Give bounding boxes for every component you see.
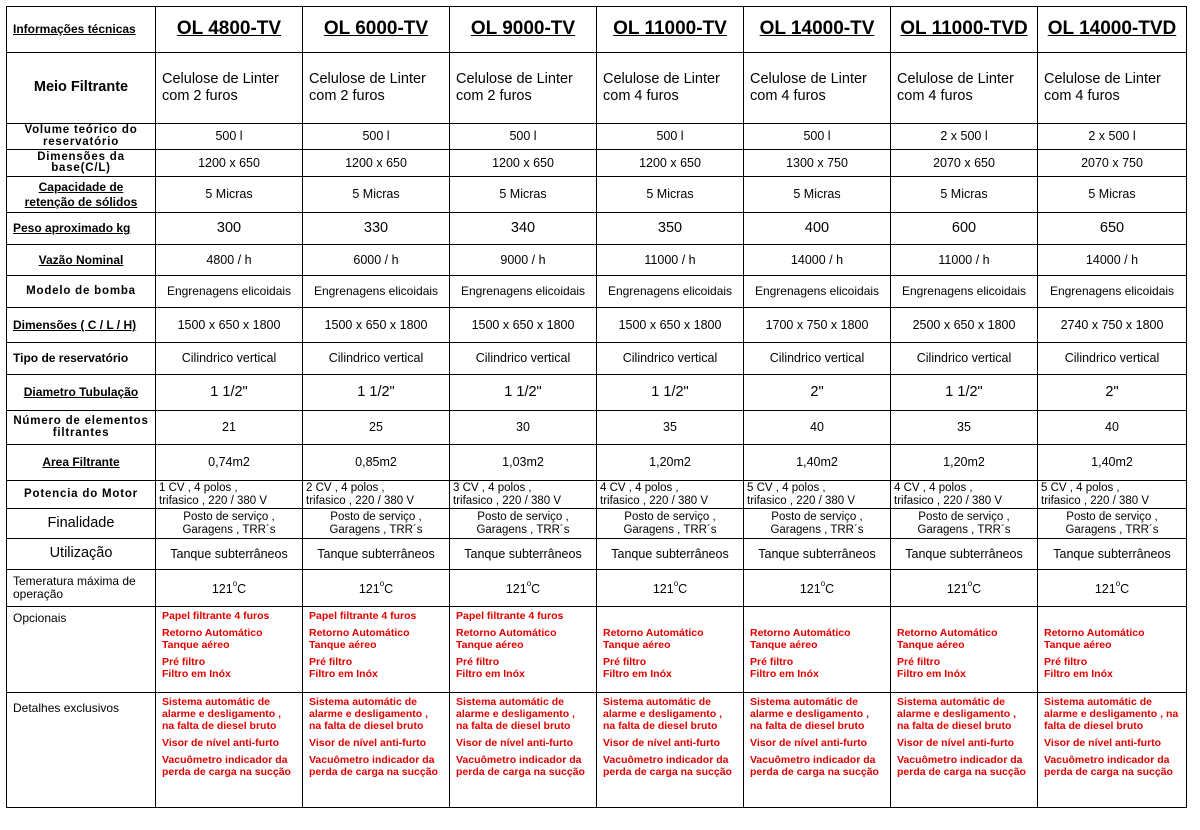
- cell: Cilindrico vertical: [597, 343, 744, 375]
- cell: 121$^o$C: [1038, 570, 1187, 607]
- cell: 350: [597, 213, 744, 245]
- cell: 3 CV , 4 polos , trifasico , 220 / 380 V: [450, 481, 597, 509]
- cell: 25: [303, 411, 450, 445]
- row-label: Vazão Nominal: [7, 245, 156, 276]
- row-label: Modelo de bomba: [7, 276, 156, 308]
- cell: Celulose de Linter com 2 furos: [156, 53, 303, 124]
- cell: 340: [450, 213, 597, 245]
- row-label: Temeratura máxima de operação: [7, 570, 156, 607]
- cell: Posto de serviço , Garagens , TRR´s: [156, 509, 303, 539]
- cell: 2": [1038, 375, 1187, 411]
- cell: Tanque subterrâneos: [597, 539, 744, 570]
- cell: Tanque subterrâneos: [744, 539, 891, 570]
- cell: 121$^o$C: [744, 570, 891, 607]
- cell: Engrenagens elicoidais: [156, 276, 303, 308]
- row-tipo-reservatorio: [7, 343, 1187, 375]
- cell: Sistema automátic de alarme e desligamento , na falta de diesel bruto Visor de nível anti-furto Vacuômetro indicador da perda de carga na sucção: [1038, 693, 1187, 808]
- cell: Retorno Automático Tanque aéreo Pré filtro Filtro em Inóx: [1038, 607, 1187, 693]
- cell: 600: [891, 213, 1038, 245]
- cell: Posto de serviço , Garagens , TRR´s: [450, 509, 597, 539]
- cell: 5 Micras: [597, 177, 744, 213]
- cell: Engrenagens elicoidais: [597, 276, 744, 308]
- cell: 500 l: [744, 124, 891, 150]
- cell: 6000 / h: [303, 245, 450, 276]
- cell: 40: [1038, 411, 1187, 445]
- cell: 121$^o$C: [450, 570, 597, 607]
- cell: Cilindrico vertical: [156, 343, 303, 375]
- cell: 2 CV , 4 polos , trifasico , 220 / 380 V: [303, 481, 450, 509]
- cell: 330: [303, 213, 450, 245]
- cell: Celulose de Linter com 4 furos: [597, 53, 744, 124]
- cell: 0,85m2: [303, 445, 450, 481]
- cell: 14000 / h: [1038, 245, 1187, 276]
- cell: Papel filtrante 4 furos Retorno Automático Tanque aéreo Pré filtro Filtro em Inóx: [156, 607, 303, 693]
- cell: 1,03m2: [450, 445, 597, 481]
- cell: 1200 x 650: [450, 150, 597, 177]
- cell: 1200 x 650: [597, 150, 744, 177]
- cell: Sistema automátic de alarme e desligamento , na falta de diesel bruto Visor de nível anti-furto Vacuômetro indicador da perda de carga na sucção: [450, 693, 597, 808]
- cell: Retorno Automático Tanque aéreo Pré filtro Filtro em Inóx: [597, 607, 744, 693]
- cell: 35: [891, 411, 1038, 445]
- cell: 35: [597, 411, 744, 445]
- cell: Cilindrico vertical: [303, 343, 450, 375]
- row-diametro: [7, 375, 1187, 411]
- row-dimensoes: [7, 308, 1187, 343]
- cell: 1,40m2: [1038, 445, 1187, 481]
- cell: 1 CV , 4 polos , trifasico , 220 / 380 V: [156, 481, 303, 509]
- row-label: Meio Filtrante: [7, 53, 156, 124]
- row-label: Dimensões ( C / L / H): [7, 308, 156, 343]
- row-label: Tipo de reservatório: [7, 343, 156, 375]
- cell: Tanque subterrâneos: [450, 539, 597, 570]
- model-header: OL 11000-TV: [597, 7, 744, 53]
- cell: Tanque subterrâneos: [1038, 539, 1187, 570]
- cell: 1200 x 650: [156, 150, 303, 177]
- cell: 1 1/2": [450, 375, 597, 411]
- row-label: Finalidade: [7, 509, 156, 539]
- cell: Engrenagens elicoidais: [450, 276, 597, 308]
- row-label: Area Filtrante: [7, 445, 156, 481]
- cell: 11000 / h: [891, 245, 1038, 276]
- cell: Posto de serviço , Garagens , TRR´s: [891, 509, 1038, 539]
- cell: 1 1/2": [891, 375, 1038, 411]
- cell: 2 x 500 l: [891, 124, 1038, 150]
- cell: Sistema automátic de alarme e desligamento , na falta de diesel bruto Visor de nível anti-furto Vacuômetro indicador da perda de carga na sucção: [156, 693, 303, 808]
- cell: 21: [156, 411, 303, 445]
- cell: Posto de serviço , Garagens , TRR´s: [1038, 509, 1187, 539]
- model-header: OL 6000-TV: [303, 7, 450, 53]
- cell: Celulose de Linter com 2 furos: [303, 53, 450, 124]
- cell: 0,74m2: [156, 445, 303, 481]
- cell: 11000 / h: [597, 245, 744, 276]
- cell: 4800 / h: [156, 245, 303, 276]
- cell: Papel filtrante 4 furos Retorno Automático Tanque aéreo Pré filtro Filtro em Inóx: [303, 607, 450, 693]
- cell: Engrenagens elicoidais: [1038, 276, 1187, 308]
- cell: 1500 x 650 x 1800: [597, 308, 744, 343]
- model-header: OL 14000-TV: [744, 7, 891, 53]
- row-vazao: [7, 245, 1187, 276]
- row-modelo-bomba: [7, 276, 1187, 308]
- row-finalidade: [7, 509, 1187, 539]
- cell: 1500 x 650 x 1800: [303, 308, 450, 343]
- cell: Tanque subterrâneos: [891, 539, 1038, 570]
- cell: Engrenagens elicoidais: [891, 276, 1038, 308]
- cell: Posto de serviço , Garagens , TRR´s: [303, 509, 450, 539]
- row-capacidade: [7, 177, 1187, 213]
- cell: 2500 x 650 x 1800: [891, 308, 1038, 343]
- cell: 650: [1038, 213, 1187, 245]
- model-header: OL 4800-TV: [156, 7, 303, 53]
- cell: Celulose de Linter com 4 furos: [1038, 53, 1187, 124]
- cell: Engrenagens elicoidais: [744, 276, 891, 308]
- row-label: Capacidade de retenção de sólidos: [7, 177, 156, 213]
- row-area-filtrante: [7, 445, 1187, 481]
- row-label: Dimensões da base(C/L): [7, 150, 156, 177]
- cell: Cilindrico vertical: [744, 343, 891, 375]
- cell: Sistema automátic de alarme e desligamento , na falta de diesel bruto Visor de nível anti-furto Vacuômetro indicador da perda de carga na sucção: [303, 693, 450, 808]
- model-header: OL 11000-TVD: [891, 7, 1038, 53]
- cell: Sistema automátic de alarme e desligamento , na falta de diesel bruto Visor de nível anti-furto Vacuômetro indicador da perda de carga na sucção: [597, 693, 744, 808]
- cell: 9000 / h: [450, 245, 597, 276]
- row-volume: [7, 124, 1187, 150]
- cell: 5 Micras: [1038, 177, 1187, 213]
- cell: Celulose de Linter com 4 furos: [891, 53, 1038, 124]
- cell: Tanque subterrâneos: [303, 539, 450, 570]
- row-potencia: [7, 481, 1187, 509]
- cell: 2740 x 750 x 1800: [1038, 308, 1187, 343]
- cell: Posto de serviço , Garagens , TRR´s: [744, 509, 891, 539]
- row-dimensoes-base: [7, 150, 1187, 177]
- cell: 5 Micras: [744, 177, 891, 213]
- cell: Sistema automátic de alarme e desligamento , na falta de diesel bruto Visor de nível anti-furto Vacuômetro indicador da perda de carga na sucção: [744, 693, 891, 808]
- row-label: Detalhes exclusivos: [7, 693, 156, 808]
- cell: 1700 x 750 x 1800: [744, 308, 891, 343]
- cell: 1 1/2": [597, 375, 744, 411]
- header-label: Informações técnicas: [7, 7, 156, 53]
- cell: 4 CV , 4 polos , trifasico , 220 / 380 V: [891, 481, 1038, 509]
- cell: Engrenagens elicoidais: [303, 276, 450, 308]
- cell: 1,20m2: [597, 445, 744, 481]
- row-label: Diametro Tubulação: [7, 375, 156, 411]
- technical-spec-table: [6, 6, 1187, 808]
- row-meio-filtrante: [7, 53, 1187, 124]
- cell: Retorno Automático Tanque aéreo Pré filtro Filtro em Inóx: [891, 607, 1038, 693]
- cell: 1 1/2": [303, 375, 450, 411]
- row-opcionais: [7, 607, 1187, 693]
- row-peso: [7, 213, 1187, 245]
- model-header: OL 14000-TVD: [1038, 7, 1187, 53]
- row-utilizacao: [7, 539, 1187, 570]
- model-header: OL 9000-TV: [450, 7, 597, 53]
- cell: Cilindrico vertical: [891, 343, 1038, 375]
- cell: 1500 x 650 x 1800: [156, 308, 303, 343]
- cell: 5 CV , 4 polos , trifasico , 220 / 380 V: [744, 481, 891, 509]
- cell: 500 l: [597, 124, 744, 150]
- cell: Papel filtrante 4 furos Retorno Automático Tanque aéreo Pré filtro Filtro em Inóx: [450, 607, 597, 693]
- cell: Cilindrico vertical: [1038, 343, 1187, 375]
- row-label: Número de elementos filtrantes: [7, 411, 156, 445]
- cell: 500 l: [450, 124, 597, 150]
- row-detalhes: [7, 693, 1187, 808]
- cell: 2070 x 750: [1038, 150, 1187, 177]
- row-label: Peso aproximado kg: [7, 213, 156, 245]
- cell: Posto de serviço , Garagens , TRR´s: [597, 509, 744, 539]
- cell: 1500 x 650 x 1800: [450, 308, 597, 343]
- row-numero-elementos: [7, 411, 1187, 445]
- cell: 1300 x 750: [744, 150, 891, 177]
- cell: Celulose de Linter com 2 furos: [450, 53, 597, 124]
- cell: 5 Micras: [303, 177, 450, 213]
- cell: 121$^o$C: [891, 570, 1038, 607]
- cell: 1,20m2: [891, 445, 1038, 481]
- cell: 5 CV , 4 polos , trifasico , 220 / 380 V: [1038, 481, 1187, 509]
- row-label: Utilização: [7, 539, 156, 570]
- cell: Celulose de Linter com 4 furos: [744, 53, 891, 124]
- cell: 40: [744, 411, 891, 445]
- cell: Retorno Automático Tanque aéreo Pré filtro Filtro em Inóx: [744, 607, 891, 693]
- row-label: Opcionais: [7, 607, 156, 693]
- cell: 500 l: [156, 124, 303, 150]
- cell: Sistema automátic de alarme e desligamento , na falta de diesel bruto Visor de nível anti-furto Vacuômetro indicador da perda de carga na sucção: [891, 693, 1038, 808]
- cell: 14000 / h: [744, 245, 891, 276]
- row-temperatura: [7, 570, 1187, 607]
- cell: 121$^o$C: [156, 570, 303, 607]
- cell: 2": [744, 375, 891, 411]
- cell: 1 1/2": [156, 375, 303, 411]
- cell: 1,40m2: [744, 445, 891, 481]
- cell: Cilindrico vertical: [450, 343, 597, 375]
- header-row: [7, 7, 1187, 53]
- spec-table-wrapper: [6, 6, 1187, 808]
- cell: 1200 x 650: [303, 150, 450, 177]
- cell: Tanque subterrâneos: [156, 539, 303, 570]
- cell: 500 l: [303, 124, 450, 150]
- row-label: Potencia do Motor: [7, 481, 156, 509]
- cell: 121$^o$C: [303, 570, 450, 607]
- cell: 300: [156, 213, 303, 245]
- cell: 2 x 500 l: [1038, 124, 1187, 150]
- row-label: Volume teórico do reservatório: [7, 124, 156, 150]
- cell: 2070 x 650: [891, 150, 1038, 177]
- cell: 4 CV , 4 polos , trifasico , 220 / 380 V: [597, 481, 744, 509]
- cell: 400: [744, 213, 891, 245]
- cell: 5 Micras: [450, 177, 597, 213]
- cell: 30: [450, 411, 597, 445]
- cell: 121$^o$C: [597, 570, 744, 607]
- cell: 5 Micras: [891, 177, 1038, 213]
- cell: 5 Micras: [156, 177, 303, 213]
